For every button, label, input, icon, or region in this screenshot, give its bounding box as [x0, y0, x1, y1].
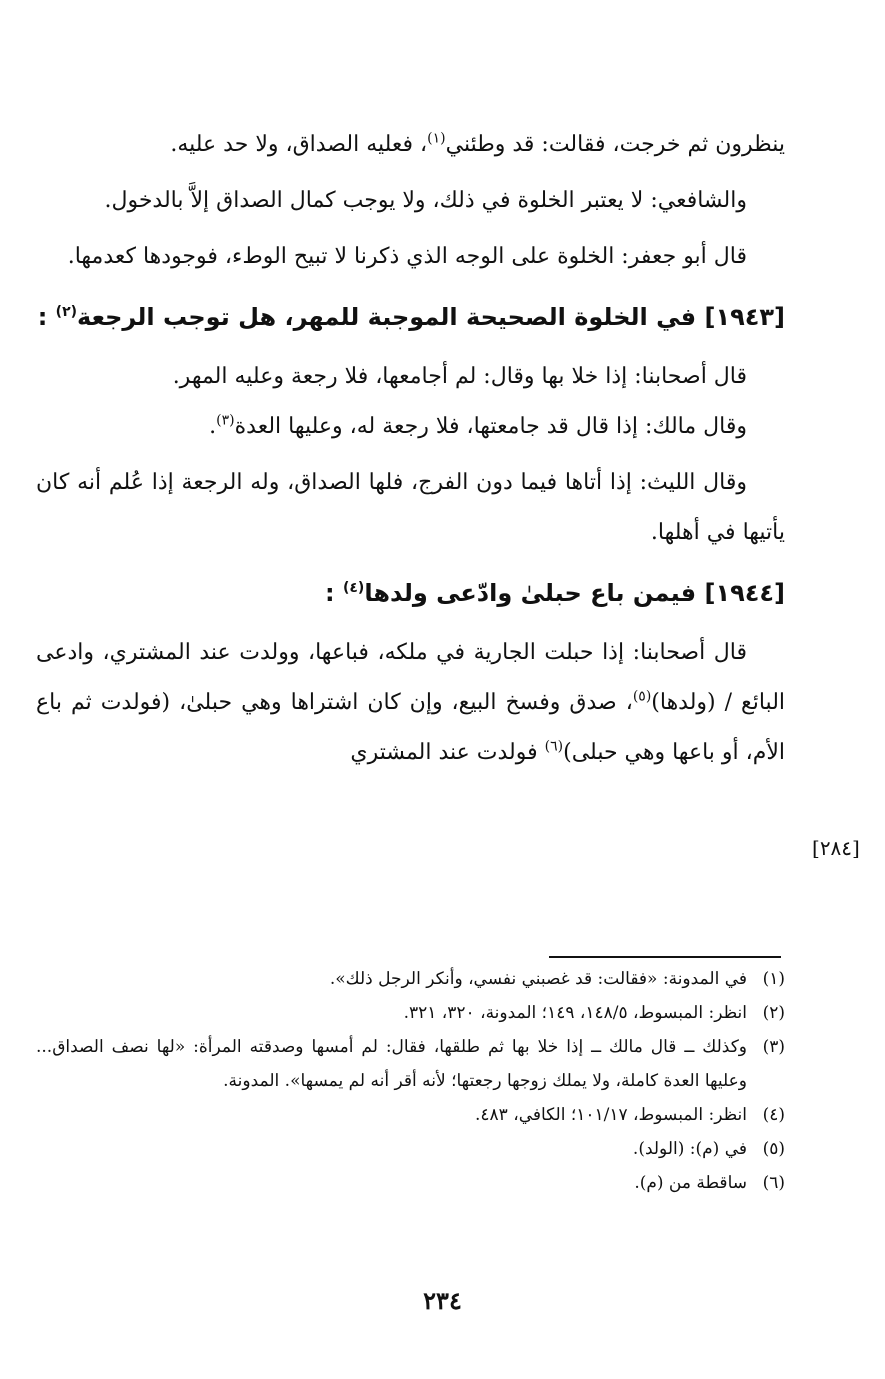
paragraph-1-tail: ، فعليه الصداق، ولا حد عليه.	[170, 132, 428, 157]
paragraph-7	[36, 628, 785, 778]
paragraph-3: قال أبو جعفر: الخلوة على الوجه الذي ذكرنا لا تبيح الوطء، فوجودها كعدمها.	[67, 244, 747, 269]
paragraph-5	[36, 402, 785, 452]
section-title-1944: فيمن باع حبلىٰ وادّعى ولدها	[364, 579, 697, 607]
footnote-ref-2[interactable]: (٢)	[55, 304, 78, 320]
footnote-text: انظر: المبسوط، ١٠١/١٧؛ الكافي، ٤٨٣.	[474, 1105, 747, 1125]
footnote-separator	[549, 956, 781, 958]
footnote-ref-5[interactable]: (٥)	[632, 688, 652, 705]
section-heading-1944	[36, 564, 785, 622]
section-number-1943: [١٩٤٣]	[704, 303, 785, 331]
paragraph-5-tail: .	[209, 414, 217, 439]
footnote-ref-4[interactable]: (٤)	[342, 580, 365, 596]
footnote-text: انظر: المبسوط، ١٤٨/٥، ١٤٩؛ المدونة، ٣٢٠، ٣٢١.	[403, 1003, 747, 1023]
footnote-text: في المدونة: «فقالت: قد غصبني نفسي، وأنكر الرجل ذلك».	[329, 969, 747, 989]
footnote-number: (٣)	[762, 1037, 785, 1057]
footnotes	[36, 962, 785, 1200]
section-heading-colon: :	[324, 579, 335, 607]
section-heading-1943	[36, 288, 785, 346]
footnote-2	[36, 996, 785, 1030]
paragraph-7-text-a: قال أصحابنا: إذا حبلت الجارية في ملكه، فباعها، وولدت عند المشتري، وادعى البائع / (ولدها)	[36, 640, 786, 715]
footnote-text: وكذلك ــ قال مالك ــ إذا خلا بها ثم طلقها، فقال: لم أمسها وصدقته المرأة: «لها نصف الصداق... وعليها العدة كاملة، ولا يملك زوجها رجعتها؛ لأنه أقر أنه لم يمسها». المدونة.	[36, 1037, 747, 1091]
paragraph-7-text-c: فولدت عند المشتري	[350, 740, 545, 765]
footnote-3	[36, 1030, 785, 1098]
paragraph-2: والشافعي: لا يعتبر الخلوة في ذلك، ولا يوجب كمال الصداق إلاَّ بالدخول.	[104, 188, 747, 213]
section-number-1944: [١٩٤٤]	[704, 579, 785, 607]
paragraph-1	[36, 120, 785, 170]
footnote-number: (٥)	[762, 1139, 785, 1159]
section-heading-colon: :	[37, 303, 48, 331]
footnote-text: في (م): (الولد).	[632, 1139, 747, 1159]
footnote-ref-6[interactable]: (٦)	[544, 738, 564, 755]
footnote-text: ساقطة من (م).	[634, 1173, 747, 1193]
paragraph-7-text-b: ، صدق وفسخ البيع، وإن كان اشتراها وهي حبلىٰ، (فولدت ثم باع الأم، أو باعها وهي حبلى)	[36, 690, 785, 765]
footnote-1	[36, 962, 785, 996]
footnote-number: (٢)	[762, 1003, 785, 1023]
paragraph-1-text: ينظرون ثم خرجت، فقالت: قد وطئني	[445, 132, 785, 157]
manuscript-folio-marker: [٢٨٤]	[812, 836, 860, 860]
section-title-1943: في الخلوة الصحيحة الموجبة للمهر، هل توجب الرجعة	[77, 303, 697, 331]
footnote-number: (٤)	[762, 1105, 785, 1125]
footnote-ref-3[interactable]: (٣)	[216, 412, 235, 429]
paragraph-5-text: وقال مالك: إذا قال قد جامعتها، فلا رجعة له، وعليها العدة	[234, 414, 747, 439]
footnote-number: (٦)	[762, 1173, 785, 1193]
footnote-number: (١)	[762, 969, 785, 989]
paragraph-6: وقال الليث: إذا أتاها فيما دون الفرج، فلها الصداق، وله الرجعة إذا عُلم أنه كان يأتيها في أهلها.	[36, 470, 785, 545]
footnote-6	[36, 1166, 785, 1200]
paragraph-4: قال أصحابنا: إذا خلا بها وقال: لم أجامعها، فلا رجعة وعليه المهر.	[172, 364, 747, 389]
footnote-4	[36, 1098, 785, 1132]
footnote-ref-1[interactable]: (١)	[427, 130, 446, 147]
main-text	[36, 120, 785, 778]
page-number: ٢٣٤	[423, 1286, 462, 1315]
footnote-5	[36, 1132, 785, 1166]
